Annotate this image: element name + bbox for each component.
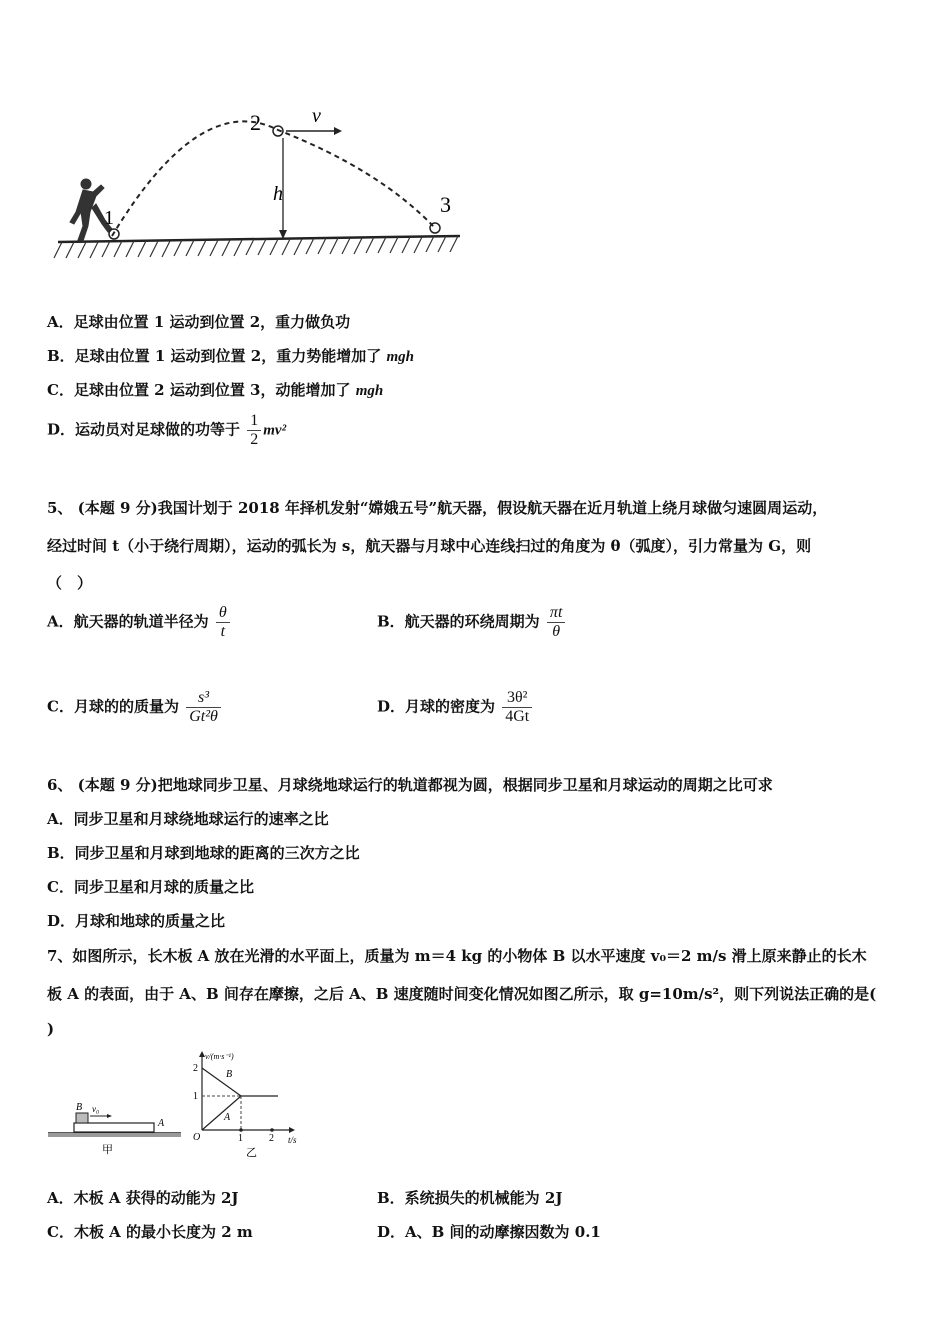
- jia-block-b: [76, 1113, 88, 1123]
- q4-option-d: [47, 412, 286, 449]
- q4-option-c: [47, 379, 383, 400]
- q5-option-b-den: θ: [552, 623, 561, 640]
- yi-label-b: B: [226, 1069, 233, 1080]
- yi-line-b: [202, 1068, 241, 1096]
- q4-option-b: [47, 345, 414, 366]
- yi-tick-dot-1: [239, 1128, 243, 1132]
- q5-stem-line2: 经过时间 t（小于绕行周期），运动的弧长为 s，航天器与月球中心连线扫过的角度为 θ（弧度），引力常量为 G，则: [47, 537, 812, 555]
- ball-position-3: [430, 223, 440, 233]
- q5-option-d-text: D．月球的密度为: [377, 697, 496, 716]
- q4-option-b-text: B．足球由位置 1 运动到位置 2，重力势能增加了: [47, 347, 387, 365]
- yi-x-tick-2: 2: [269, 1133, 274, 1144]
- label-height: h: [273, 183, 283, 205]
- yi-x-axis-label: t/s: [288, 1135, 297, 1145]
- q5-option-d-den: 4Gt: [505, 708, 530, 725]
- q5-option-b-num: πt: [547, 604, 565, 623]
- q6-option-c: C．同步卫星和月球的质量之比: [47, 878, 254, 896]
- q7-option-c: C．木板 A 的最小长度为 2 m: [47, 1223, 253, 1241]
- jia-label-b: B: [76, 1102, 83, 1113]
- q5-stem-line1: 5、 (本题 9 分)我国计划于 2018 年择机发射“嫦娥五号”航天器，假设航天器在近月轨道上绕月球做匀速圆周运动，: [47, 499, 828, 517]
- football-trajectory-figure: [50, 100, 470, 270]
- q6-stem: 6、 (本题 9 分)把地球同步卫星、月球绕地球运行的轨道都视为圆，根据同步卫星和月球运动的周期之比可求: [47, 776, 773, 794]
- q5-stem-line3: （ ）: [47, 574, 93, 592]
- q5-option-d-num: 3θ²: [502, 689, 532, 708]
- q5-option-c-fraction: [186, 689, 221, 726]
- q4-option-d-var: mv²: [263, 422, 287, 439]
- label-position-1: 1: [104, 207, 114, 229]
- q5-option-b-text: B．航天器的环绕周期为: [377, 612, 540, 631]
- yi-caption: 乙: [246, 1147, 257, 1159]
- jia-label-a: A: [158, 1118, 165, 1129]
- q4-option-c-var: mgh: [355, 383, 384, 399]
- yi-y-tick-1: 1: [193, 1091, 198, 1102]
- q5-option-a-text: A．航天器的轨道半径为: [47, 612, 209, 631]
- q7-option-a: A．木板 A 获得的动能为 2J: [47, 1189, 239, 1207]
- label-velocity: v: [312, 105, 321, 127]
- yi-origin: O: [193, 1132, 201, 1143]
- q5-option-a-num: θ: [216, 604, 230, 623]
- q4-option-d-num: 1: [247, 412, 261, 431]
- q4-option-a: A．足球由位置 1 运动到位置 2，重力做负功: [47, 313, 351, 331]
- q5-option-b-fraction: [547, 604, 565, 641]
- yi-x-tick-1: 1: [238, 1133, 243, 1144]
- q5-option-b: [377, 604, 567, 641]
- q4-option-b-var: mgh: [386, 349, 414, 365]
- yi-y-tick-2: 2: [193, 1063, 198, 1074]
- jia-v0-arrow-head: [107, 1114, 112, 1118]
- q7-option-d: D．A、B 间的动摩擦因数为 0.1: [377, 1223, 601, 1241]
- q5-option-d: [377, 689, 534, 726]
- yi-line-a: [202, 1096, 241, 1130]
- figure-yi: [188, 1050, 308, 1160]
- q7-stem-line3: ): [47, 1020, 55, 1038]
- q7-stem-line1: 7、如图所示，长木板 A 放在光滑的水平面上，质量为 m＝4 kg 的小物体 B 以水平速度 v₀＝2 m/s 滑上原来静止的长木: [47, 947, 867, 965]
- q7-option-b: B．系统损失的机械能为 2J: [377, 1189, 563, 1207]
- label-position-3: 3: [440, 192, 451, 217]
- yi-tick-dot-2: [270, 1128, 274, 1132]
- jia-ground-hatch: [48, 1133, 181, 1137]
- velocity-arrow-head: [334, 127, 342, 135]
- jia-caption: 甲: [102, 1144, 113, 1156]
- q6-option-b: B．同步卫星和月球到地球的距离的三次方之比: [47, 844, 360, 862]
- q5-option-a-fraction: [216, 604, 230, 641]
- q6-option-d: D．月球和地球的质量之比: [47, 912, 226, 930]
- q5-option-c-den: Gt²θ: [189, 708, 218, 725]
- q4-option-d-fraction: [247, 412, 261, 449]
- label-position-2: 2: [250, 110, 261, 135]
- q5-option-d-fraction: [502, 689, 532, 726]
- jia-board-a: [74, 1123, 154, 1132]
- q4-option-d-text: D．运动员对足球做的功等于: [47, 420, 241, 439]
- q5-option-c-text: C．月球的的质量为: [47, 697, 179, 716]
- q5-option-a-den: t: [220, 623, 226, 640]
- jia-label-v0: v₀: [92, 1104, 100, 1114]
- q7-stem-line2: 板 A 的表面，由于 A、B 间存在摩擦，之后 A、B 速度随时间变化情况如图乙所示，取 g=10m/s²，则下列说法正确的是(: [47, 985, 877, 1003]
- q5-option-a: [47, 604, 232, 641]
- yi-x-axis-arrow: [289, 1127, 295, 1133]
- q5-option-c: [47, 689, 223, 726]
- q4-option-d-den: 2: [250, 431, 259, 448]
- yi-label-a: A: [224, 1112, 231, 1123]
- figure-jia: [46, 1096, 186, 1158]
- yi-y-axis-label: v/(m·s⁻¹): [205, 1052, 234, 1061]
- trajectory-dashed: [112, 121, 435, 236]
- q4-option-c-text: C．足球由位置 2 运动到位置 3，动能增加了: [47, 381, 356, 399]
- q6-option-a: A．同步卫星和月球绕地球运行的速率之比: [47, 810, 329, 828]
- q5-option-c-num: s³: [186, 689, 221, 708]
